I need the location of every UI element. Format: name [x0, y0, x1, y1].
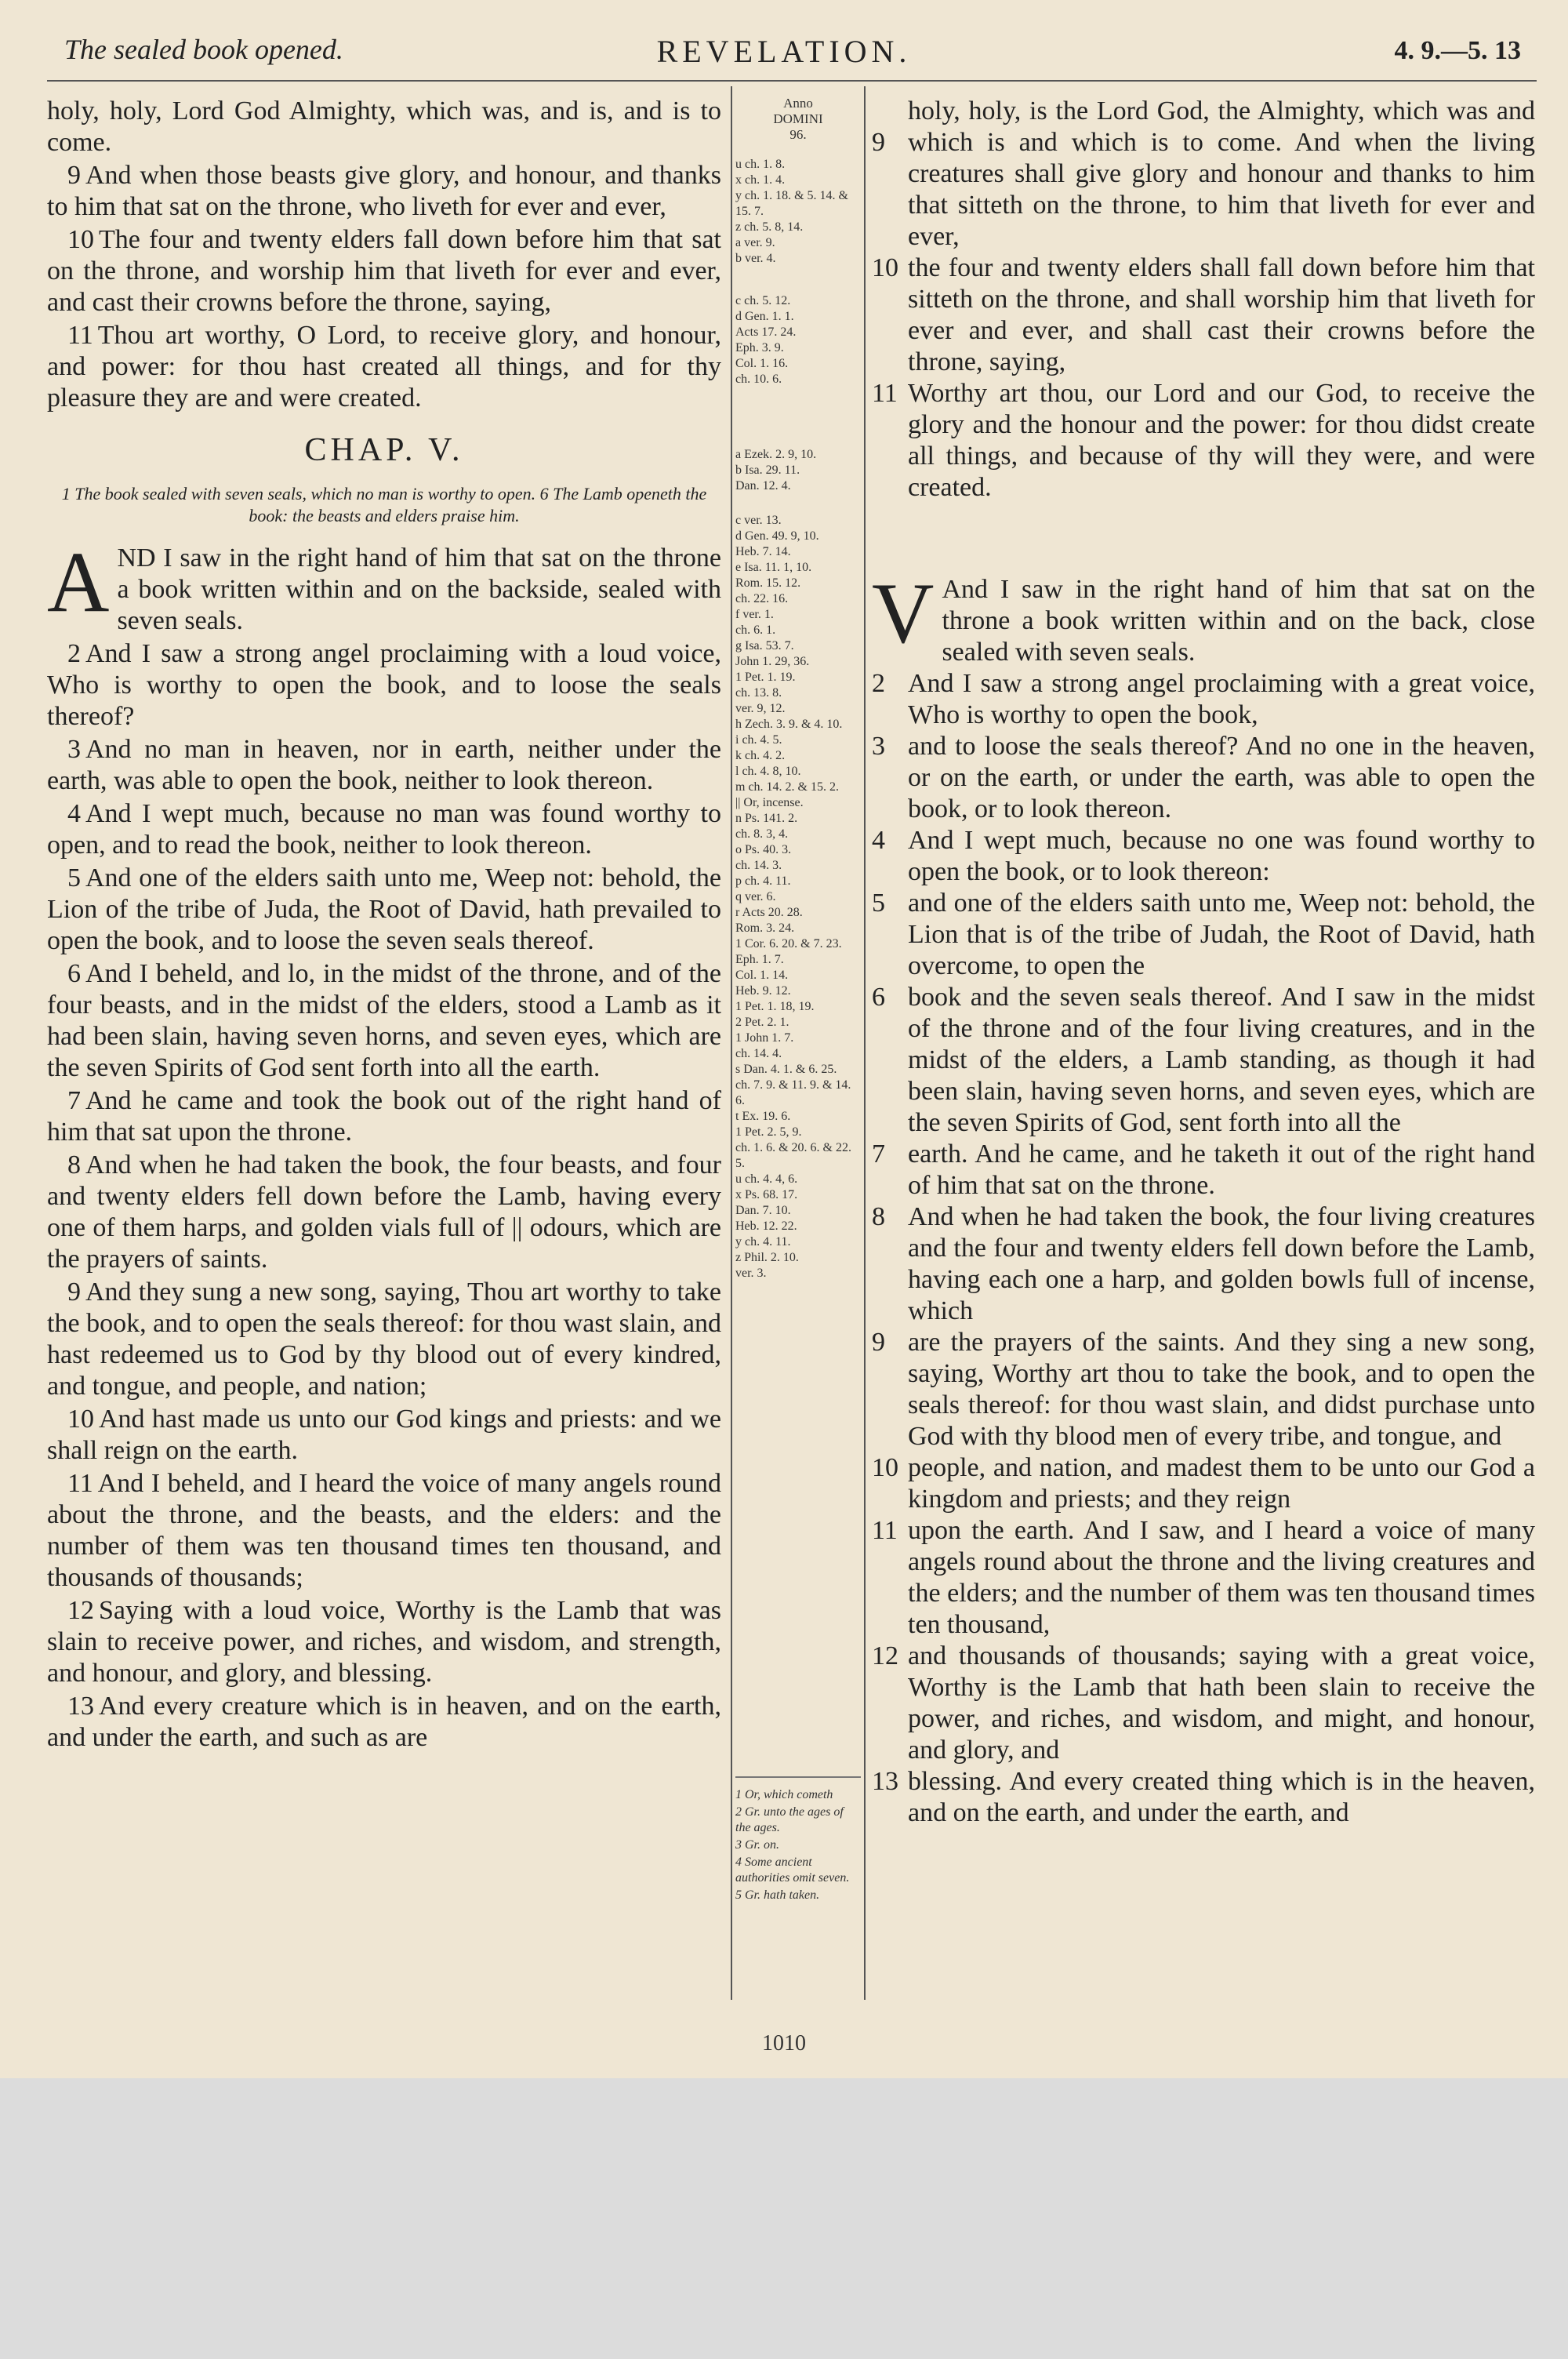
cross-reference: a Ezek. 2. 9, 10.	[735, 448, 817, 461]
verse-text: The four and twenty elders fall down before him that sat on the throne, and worship him that liveth for ever and ever, and cast their crowns before the throne, saying,	[47, 225, 721, 317]
cross-reference: y ch. 4. 11.	[735, 1235, 791, 1249]
verse-number: 5	[67, 863, 81, 892]
verse-number: 12	[872, 1641, 898, 1670]
column-rule-left	[731, 86, 732, 2000]
reference-group	[735, 157, 861, 267]
cross-reference: ch. 8. 3, 4.	[735, 827, 789, 841]
kjv-verse	[47, 1085, 721, 1148]
cross-reference: ver. 9, 12.	[735, 702, 786, 715]
verse-number: 5	[872, 889, 885, 918]
reference-group	[735, 293, 861, 387]
verse-number: 9	[67, 161, 81, 190]
rv-verse	[872, 825, 1535, 888]
verse-text: And one of the elders saith unto me, Weep not: behold, the Lion of the tribe of Juda, the Root of David, hath prevailed to open the book, and to loose the seven seals thereof.	[47, 863, 721, 955]
kjv-verse	[47, 863, 721, 957]
rv-verse	[872, 1327, 1535, 1452]
cross-reference: r Acts 20. 28.	[735, 906, 803, 919]
rv-verse	[872, 1766, 1535, 1829]
verse-text: And when he had taken the book, the four living creatures and the four and twenty elders fell down before the Lamb, having each one a harp, and golden bowls full of incense, which	[908, 1202, 1535, 1325]
rv-verse	[872, 1201, 1535, 1327]
rv-verse	[872, 1452, 1535, 1515]
cross-reference: m ch. 14. 2. & 15. 2.	[735, 780, 839, 794]
verse-text: And I saw a strong angel proclaiming with a great voice, Who is worthy to open the book,	[908, 669, 1535, 729]
cross-reference: i ch. 4. 5.	[735, 733, 782, 747]
verse-text: Worthy art thou, our Lord and our God, to receive the glory and the honour and the power: for thou didst create all things, and because of thy will they were, and were created.	[908, 379, 1535, 502]
rv-verse	[872, 253, 1535, 378]
cross-reference: ch. 10. 6.	[735, 373, 782, 386]
verse-text: And I wept much, because no one was found worthy to open the book, or to look thereon:	[908, 826, 1535, 886]
chapter-gap	[872, 503, 1535, 574]
verse-number: 10	[67, 225, 94, 254]
cross-reference: John 1. 29, 36.	[735, 655, 810, 668]
verse-number: 11	[67, 321, 93, 350]
verse-number: 7	[872, 1140, 885, 1169]
cross-reference: x Ps. 68. 17.	[735, 1188, 798, 1201]
cross-reference: Dan. 12. 4.	[735, 479, 791, 493]
verse-text: And every creature which is in heaven, and on the earth, and under the earth, and such as are	[47, 1692, 721, 1752]
verse-number: 4	[872, 826, 885, 855]
cross-reference: ch. 7. 9. & 11. 9. & 14. 6.	[735, 1078, 851, 1107]
verse-number: 4	[67, 799, 81, 828]
drop-cap: V	[872, 565, 935, 661]
rv-verse	[872, 378, 1535, 503]
rv-verse	[872, 1139, 1535, 1201]
cross-reference: u ch. 1. 8.	[735, 158, 786, 171]
verse-number: 10	[872, 1453, 898, 1482]
verse-text: And no man in heaven, nor in earth, neither under the earth, was able to open the book, neither to look thereon.	[47, 735, 721, 795]
kjv-verse	[47, 958, 721, 1084]
verse-number: 6	[872, 983, 885, 1012]
cross-reference: n Ps. 141. 2.	[735, 812, 798, 825]
cross-reference: 1 Pet. 1. 18, 19.	[735, 1000, 815, 1013]
verse-text: And I wept much, because no man was found worthy to open, and to read the book, neither to look thereon.	[47, 799, 721, 860]
verse-number: 3	[872, 732, 885, 761]
verse-text: And I beheld, and I heard the voice of many angels round about the throne, and the beasts, and the elders: and the number of them was ten thousand times ten thousand, and thousands of thousands;	[47, 1469, 721, 1592]
kjv-verse	[47, 160, 721, 223]
kjv-verse	[47, 734, 721, 797]
kjv-verse	[47, 1595, 721, 1689]
verse-text: ND I saw in the right hand of him that sat on the throne a book written within and on the backside, sealed with seven seals.	[117, 543, 721, 635]
rv-verse	[872, 982, 1535, 1139]
verse-text: And I beheld, and lo, in the midst of the throne, and of the four beasts, and in the midst of the elders, stood a Lamb as it had been slain, having seven horns, and seven eyes, which are the seven Spirits of God sent forth into all the earth.	[47, 959, 721, 1082]
cross-reference: d Gen. 49. 9, 10.	[735, 529, 819, 543]
verse-text: Thou art worthy, O Lord, to receive glory, and honour, and power: for thou hast created all things, and for thy pleasure they are and were created.	[47, 321, 721, 413]
verse-number: 11	[872, 379, 898, 408]
cross-reference: 1 Pet. 2. 5, 9.	[735, 1125, 802, 1139]
footnote: 4 Some ancient authorities omit seven.	[735, 1856, 850, 1885]
cross-reference: b Isa. 29. 11.	[735, 463, 800, 477]
verse-text: the four and twenty elders shall fall down before him that sitteth on the throne, and shall worship him that liveth for ever and ever, and shall cast their crowns before the throne, saying,	[908, 253, 1535, 376]
verse-text: people, and nation, and madest them to be unto our God a kingdom and priests; and they reign	[908, 1453, 1535, 1514]
cross-reference: p ch. 4. 11.	[735, 874, 791, 888]
verse-number: 9	[67, 1278, 81, 1307]
verse-text: And he came and took the book out of the right hand of him that sat upon the throne.	[47, 1086, 721, 1147]
reference-group	[735, 447, 861, 494]
rv-verse	[872, 888, 1535, 982]
verse-number: 12	[67, 1596, 94, 1625]
kjv-verse	[47, 534, 721, 637]
verse-text: book and the seven seals thereof. And I saw in the midst of the throne and of the four living creatures, and in the midst of the elders, a Lamb standing, as though it had been slain, having seven horns, and seven eyes, which are the seven Spirits of God, sent forth into all the	[908, 983, 1535, 1137]
cross-reference: 1 Cor. 6. 20. & 7. 23.	[735, 937, 842, 951]
verse-number: 10	[67, 1405, 94, 1434]
kjv-column	[47, 96, 721, 1755]
kjv-verse	[47, 224, 721, 318]
cross-reference: y ch. 1. 18. & 5. 14. & 15. 7.	[735, 189, 848, 218]
verse-text: earth. And he came, and he taketh it out of the right hand of him that sat on the throne.	[908, 1140, 1535, 1200]
header-rule	[47, 80, 1537, 82]
cross-reference: || Or, incense.	[735, 796, 804, 809]
cross-reference: 2 Pet. 2. 1.	[735, 1016, 789, 1029]
footnote: 3 Gr. on.	[735, 1838, 780, 1852]
cross-reference: z Phil. 2. 10.	[735, 1251, 799, 1264]
cross-reference: Eph. 3. 9.	[735, 341, 784, 354]
footnote: 1 Or, which cometh	[735, 1788, 833, 1801]
running-head-left: The sealed book opened.	[64, 34, 343, 65]
verse-text: and to loose the seals thereof? And no one in the heaven, or on the earth, or under the earth, was able to open the book, or to look thereon.	[908, 732, 1535, 823]
book-title: REVELATION.	[656, 34, 912, 69]
cross-reference: ch. 1. 6. & 20. 6. & 22. 5.	[735, 1141, 851, 1170]
cross-reference: Dan. 7. 10.	[735, 1204, 791, 1217]
verse-text: are the prayers of the saints. And they sing a new song, saying, Worthy art thou to take the book, and to open the seals thereof: for thou wast slain, and didst purchase unto God with thy blood men of every tribe, and tongue, and	[908, 1328, 1535, 1451]
cross-reference: ch. 14. 4.	[735, 1047, 782, 1060]
verse-text: And hast made us unto our God kings and priests: and we shall reign on the earth.	[47, 1405, 721, 1465]
kjv-verse	[47, 798, 721, 861]
reference-group	[735, 513, 861, 1281]
kjv-verse	[47, 1277, 721, 1402]
verse-number: 10	[872, 253, 898, 282]
cross-reference: Heb. 7. 14.	[735, 545, 791, 558]
verse-text: And they sung a new song, saying, Thou art worthy to take the book, and to open the seals thereof: for thou wast slain, and hast redeemed us to God by thy blood out of every kindred, and tongue, and people, and nation;	[47, 1278, 721, 1401]
rv-verse	[872, 731, 1535, 825]
cross-reference: ch. 14. 3.	[735, 859, 782, 872]
verse-number: 3	[67, 735, 81, 764]
cross-reference: q ver. 6.	[735, 890, 776, 903]
cross-reference: d Gen. 1. 1.	[735, 310, 794, 323]
verse-text: upon the earth. And I saw, and I heard a voice of many angels round about the throne and the living creatures and the elders; and the number of them was ten thousand times ten thousand,	[908, 1516, 1535, 1639]
cross-reference: Heb. 12. 22.	[735, 1219, 797, 1233]
cross-reference: e Isa. 11. 1, 10.	[735, 561, 812, 574]
kjv-verse-text: holy, holy, Lord God Almighty, which was, and is, and is to come.	[47, 96, 721, 157]
rv-verse	[872, 565, 1535, 668]
cross-reference: Col. 1. 14.	[735, 969, 789, 982]
chapter-summary: 1 The book sealed with seven seals, which no man is worthy to open. 6 The Lamb openeth the book: the beasts and elders praise him.	[61, 484, 707, 525]
rv-column	[872, 96, 1535, 1829]
cross-reference: ver. 3.	[735, 1267, 767, 1280]
year-label: 96.	[789, 127, 807, 142]
kjv-verse	[47, 1691, 721, 1754]
cross-reference: g Isa. 53. 7.	[735, 639, 794, 652]
verse-text: and one of the elders saith unto me, Weep not: behold, the Lion that is of the tribe of Judah, the Root of David, hath overcome, to open the	[908, 889, 1535, 980]
cross-reference: Heb. 9. 12.	[735, 984, 791, 998]
cross-reference: 1 Pet. 1. 19.	[735, 671, 796, 684]
cross-reference: f ver. 1.	[735, 608, 774, 621]
cross-reference: a ver. 9.	[735, 236, 775, 249]
column-rule-right	[864, 86, 866, 2000]
cross-reference: Eph. 1. 7.	[735, 953, 784, 966]
cross-reference: Rom. 3. 24.	[735, 921, 795, 935]
verse-number: 7	[67, 1086, 81, 1115]
cross-reference: c ch. 5. 12.	[735, 294, 791, 307]
kjv-verse	[47, 1468, 721, 1594]
footnote: 5 Gr. hath taken.	[735, 1888, 820, 1902]
footnote: 2 Gr. unto the ages of the ages.	[735, 1805, 844, 1834]
kjv-verse	[47, 320, 721, 414]
kjv-verse	[47, 1404, 721, 1467]
cross-reference: ch. 22. 16.	[735, 592, 789, 605]
verse-text: And when those beasts give glory, and honour, and thanks to him that sat on the throne, who liveth for ever and ever,	[47, 161, 721, 221]
verse-text: holy, holy, is the Lord God, the Almighty, which was and which is and which is to come. And when the living creatures shall give glory and honour and thanks to him that sitteth on the throne, to him that liveth for ever and ever,	[908, 96, 1535, 251]
cross-reference: l ch. 4. 8, 10.	[735, 765, 801, 778]
verse-number: 8	[67, 1150, 81, 1180]
verse-text: and thousands of thousands; saying with a great voice, Worthy is the Lamb that hath been slain to receive the power, and riches, and wisdom, and might, and honour, and glory, and	[908, 1641, 1535, 1765]
verse-number: 9	[872, 128, 885, 157]
cross-reference: o Ps. 40. 3.	[735, 843, 792, 856]
verse-number: 8	[872, 1202, 885, 1231]
kjv-verse	[47, 638, 721, 732]
cross-reference: Col. 1. 16.	[735, 357, 789, 370]
rv-verse	[872, 668, 1535, 731]
cross-reference: Rom. 15. 12.	[735, 576, 801, 590]
verse-number: 9	[872, 1328, 885, 1357]
drop-cap: A	[47, 534, 110, 630]
verse-text: And I saw in the right hand of him that sat on the throne a book written within and on the back, close sealed with seven seals.	[942, 575, 1535, 667]
verse-number: 13	[67, 1692, 94, 1721]
anno-domini	[735, 96, 861, 143]
verse-text: Saying with a loud voice, Worthy is the Lamb that was slain to receive power, and riches, and wisdom, and strength, and honour, and glory, and blessing.	[47, 1596, 721, 1688]
page-number: 1010	[762, 2031, 806, 2055]
rv-verse	[872, 1641, 1535, 1766]
domini-label: DOMINI	[773, 111, 823, 126]
rv-verse	[872, 96, 1535, 253]
anno-label: Anno	[783, 96, 813, 111]
verse-text: And I saw a strong angel proclaiming with a loud voice, Who is worthy to open the book, and to loose the seals thereof?	[47, 639, 721, 731]
chapter-verse-range: 4. 9.—5. 13	[1394, 36, 1521, 65]
verse-number: 2	[872, 669, 885, 698]
verse-number: 11	[67, 1469, 93, 1498]
cross-reference: ch. 13. 8.	[735, 686, 782, 700]
reference-column	[735, 96, 861, 1281]
cross-reference: k ch. 4. 2.	[735, 749, 786, 762]
rv-footnotes	[735, 1776, 861, 1905]
verse-text: And when he had taken the book, the four beasts, and four and twenty elders fell down before the Lamb, having every one of them harps, and golden vials full of || odours, which are the prayers of saints.	[47, 1150, 721, 1274]
cross-reference: c ver. 13.	[735, 514, 782, 527]
verse-number: 13	[872, 1767, 898, 1796]
cross-reference: z ch. 5. 8, 14.	[735, 220, 804, 234]
verse-number: 11	[872, 1516, 898, 1545]
verse-number: 6	[67, 959, 81, 988]
verse-text: blessing. And every created thing which is in the heaven, and on the earth, and under the earth, and	[908, 1767, 1535, 1827]
cross-reference: h Zech. 3. 9. & 4. 10.	[735, 718, 843, 731]
chapter-heading: CHAP. V.	[304, 432, 464, 468]
cross-reference: ch. 6. 1.	[735, 623, 776, 637]
cross-reference: Acts 17. 24.	[735, 325, 797, 339]
cross-reference: u ch. 4. 4, 6.	[735, 1172, 798, 1186]
cross-reference: x ch. 1. 4.	[735, 173, 786, 187]
verse-number: 2	[67, 639, 81, 668]
cross-reference: t Ex. 19. 6.	[735, 1110, 791, 1123]
cross-reference: s Dan. 4. 1. & 6. 25.	[735, 1063, 837, 1076]
kjv-verse	[47, 1150, 721, 1275]
rv-verse	[872, 1515, 1535, 1641]
cross-reference: b ver. 4.	[735, 252, 776, 265]
cross-reference: 1 John 1. 7.	[735, 1031, 794, 1045]
